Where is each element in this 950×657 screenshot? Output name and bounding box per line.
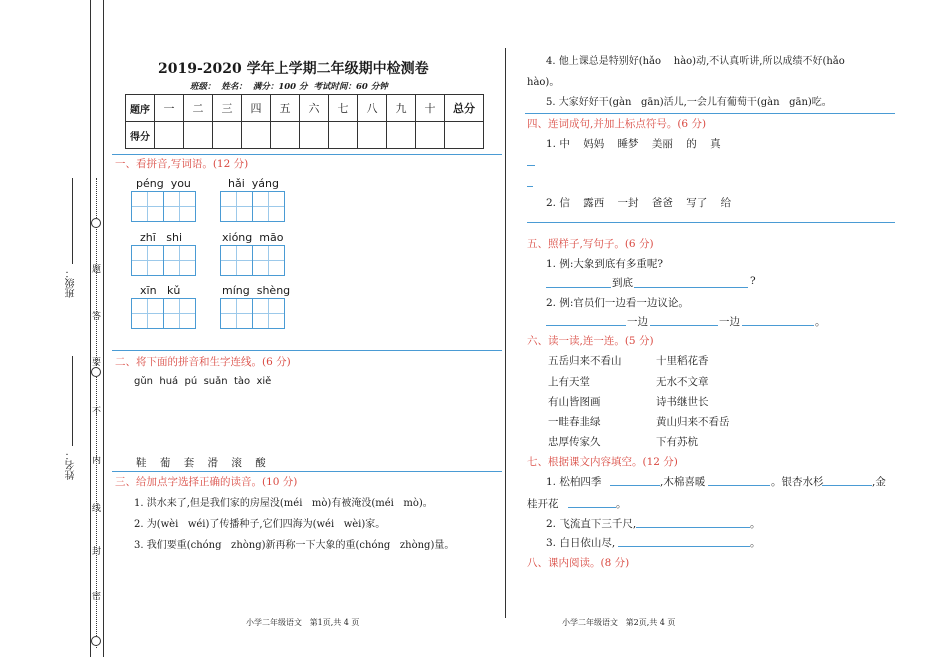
answer-line[interactable]: [527, 186, 533, 187]
section-7-q1-period: 。: [616, 498, 627, 510]
section-1-divider: [112, 154, 502, 155]
section-1-title: 一、看拼音,写词语。(12 分): [115, 158, 249, 170]
score-cell[interactable]: [155, 122, 184, 149]
binding-margin-border: [90, 0, 104, 657]
section-5-title: 五、照样子,写句子。(6 分): [527, 238, 654, 250]
name-blank-line: [72, 356, 73, 446]
pinyin-label: míng shèng: [222, 284, 291, 297]
answer-blank[interactable]: [742, 324, 814, 326]
answer-blank[interactable]: [546, 324, 626, 326]
section-3-title: 三、给加点字选择正确的读音。(10 分): [115, 476, 298, 488]
seal-char: 答: [90, 311, 100, 320]
section-4-title: 四、连词成句,并加上标点符号。(6 分): [527, 118, 707, 130]
binding-hole: [91, 636, 101, 646]
class-label: 班级：: [66, 268, 77, 298]
score-header: 五: [271, 95, 300, 122]
section-5-period: 。: [815, 316, 826, 328]
score-header: 三: [213, 95, 242, 122]
score-header: 总分: [445, 95, 484, 122]
page-divider: [505, 48, 506, 618]
match-left[interactable]: 有山皆图画: [548, 396, 601, 408]
answer-blank[interactable]: [822, 484, 872, 486]
score-header: 八: [358, 95, 387, 122]
section-5-yibian-1: 一边: [627, 316, 648, 328]
match-right[interactable]: 诗书继世长: [656, 396, 709, 408]
writing-grid[interactable]: [131, 245, 195, 276]
section-4-q1: 1. 中 妈妈 睡梦 美丽 的 真: [546, 138, 721, 150]
match-right[interactable]: 下有苏杭: [656, 436, 698, 448]
score-cell[interactable]: [300, 122, 329, 149]
score-row-header: [126, 95, 484, 122]
pinyin-label: xióng māo: [222, 231, 284, 244]
score-cell[interactable]: [242, 122, 271, 149]
match-left[interactable]: 一畦春韭绿: [548, 416, 601, 428]
match-right[interactable]: 无水不文章: [656, 376, 709, 388]
exam-info: 班级： 姓名： 满分：100 分 考试时间：60 分钟: [190, 82, 388, 92]
match-left[interactable]: 上有天堂: [548, 376, 590, 388]
section-7-title: 七、根据课文内容填空。(12 分): [527, 456, 678, 468]
seal-char: 题: [90, 264, 100, 273]
score-header: 十: [416, 95, 445, 122]
section-7-q3: 3. 白日依山尽,: [546, 537, 616, 549]
pinyin-label: xīn kǔ: [140, 284, 181, 297]
score-header: 六: [300, 95, 329, 122]
score-header: 题序: [126, 95, 155, 122]
pinyin-label: hǎi yáng: [228, 177, 279, 190]
section-2-title: 二、将下面的拼音和生字连线。(6 分): [115, 356, 291, 368]
writing-grid[interactable]: [220, 245, 284, 276]
answer-blank[interactable]: [618, 545, 750, 547]
section-4-q2: 2. 信 露西 一封 爸爸 写了 给: [546, 197, 732, 209]
page-footer-left: 小学二年级语文 第1页,共 4 页: [246, 618, 360, 627]
score-table: [125, 94, 484, 149]
writing-grid[interactable]: [131, 191, 195, 222]
answer-blank[interactable]: [634, 286, 748, 288]
section-4-divider: [525, 113, 895, 114]
name-label: 姓名：: [66, 450, 77, 480]
section-5-qmark: ?: [750, 275, 756, 287]
score-cell[interactable]: [387, 122, 416, 149]
match-left[interactable]: 五岳归来不看山: [548, 355, 622, 367]
match-right[interactable]: 黄山归来不看岳: [656, 416, 730, 428]
seal-char: 内: [90, 455, 100, 464]
writing-grid[interactable]: [131, 298, 195, 329]
writing-grid[interactable]: [220, 191, 284, 222]
answer-line[interactable]: [527, 165, 535, 166]
score-header: 七: [329, 95, 358, 122]
section-5-daodi: 到底: [612, 277, 633, 289]
page-title: 2019-2020 学年上学期二年级期中检测卷: [158, 61, 429, 77]
score-header: 四: [242, 95, 271, 122]
answer-blank[interactable]: [568, 506, 616, 508]
section-2-pinyin: gǔn huá pú suǎn tào xiě: [134, 376, 272, 387]
section-3-q1: 1. 洪水来了,但是我们家的房屋没(méi mò)有被淹没(méi mò)。: [134, 498, 433, 509]
score-header: 二: [184, 95, 213, 122]
section-3-q3: 3. 我们要重(chóng zhòng)新再称一下大象的重(chóng zhòng)量。: [134, 540, 455, 551]
class-blank-line: [72, 178, 73, 264]
score-cell[interactable]: [213, 122, 242, 149]
score-cell[interactable]: [329, 122, 358, 149]
score-cell[interactable]: [271, 122, 300, 149]
score-label: 得分: [126, 122, 155, 149]
section-7-q1-d: ,金: [872, 476, 886, 488]
score-header: 九: [387, 95, 416, 122]
section-6-title: 六、读一读,连一连。(5 分): [527, 335, 654, 347]
pinyin-label: zhī shi: [140, 231, 183, 244]
section-7-q1-a: 1. 松柏四季: [546, 476, 602, 488]
section-5-yibian-2: 一边: [719, 316, 740, 328]
match-right[interactable]: 十里稻花香: [656, 355, 709, 367]
answer-blank[interactable]: [610, 484, 660, 486]
answer-blank[interactable]: [708, 484, 770, 486]
writing-grid[interactable]: [220, 298, 284, 329]
seal-char: 要: [90, 357, 100, 366]
answer-blank[interactable]: [650, 324, 718, 326]
score-cell[interactable]: [358, 122, 387, 149]
section-7-q1-e: 桂开花: [527, 498, 559, 510]
section-3-q4: 4. 他上课总是特别好(hǎo hào)动,不认真听讲,所以成绩不好(hǎo: [546, 56, 845, 67]
score-cell[interactable]: [416, 122, 445, 149]
binding-hole: [91, 218, 101, 228]
seal-char: 封: [90, 546, 100, 555]
section-2-divider: [112, 350, 502, 351]
section-3-q5: 5. 大家好好干(gàn gān)活儿,一会儿有葡萄干(gàn gān)吃。: [546, 97, 832, 108]
section-7-q2-period: 。: [750, 518, 761, 530]
section-5-q1: 1. 例:大象到底有多重呢?: [546, 258, 664, 270]
answer-blank[interactable]: [636, 526, 750, 528]
section-2-hanzi: 鞋 葡 套 滑 滚 酸: [136, 457, 266, 469]
section-3-q4-cont: hào)。: [527, 77, 560, 88]
page-footer-right: 小学二年级语文 第2页,共 4 页: [562, 618, 676, 627]
section-8-title: 八、课内阅读。(8 分): [527, 557, 630, 569]
section-7-q2: 2. 飞流直下三千尺,: [546, 518, 637, 530]
seal-char: 不: [90, 406, 100, 415]
match-left[interactable]: 忠厚传家久: [548, 436, 601, 448]
score-row-values: [126, 122, 484, 149]
pinyin-label: péng you: [136, 177, 191, 190]
seal-char: 密: [90, 591, 100, 600]
seal-char: 线: [90, 503, 100, 512]
section-5-q2: 2. 例:官员们一边看一边议论。: [546, 297, 689, 309]
section-7-q1-b: ,木棉喜暖: [660, 476, 706, 488]
answer-line[interactable]: [527, 222, 895, 223]
section-3-q2: 2. 为(wèi wéi)了传播种子,它们四海为(wéi wèi)家。: [134, 519, 386, 530]
section-7-q1-c: 。银杏水杉: [771, 476, 824, 488]
score-cell[interactable]: [184, 122, 213, 149]
section-3-divider: [112, 471, 502, 472]
section-7-q3-period: 。: [750, 537, 761, 549]
binding-hole: [91, 367, 101, 377]
score-header: 一: [155, 95, 184, 122]
answer-blank[interactable]: [546, 286, 611, 288]
score-cell[interactable]: [445, 122, 484, 149]
